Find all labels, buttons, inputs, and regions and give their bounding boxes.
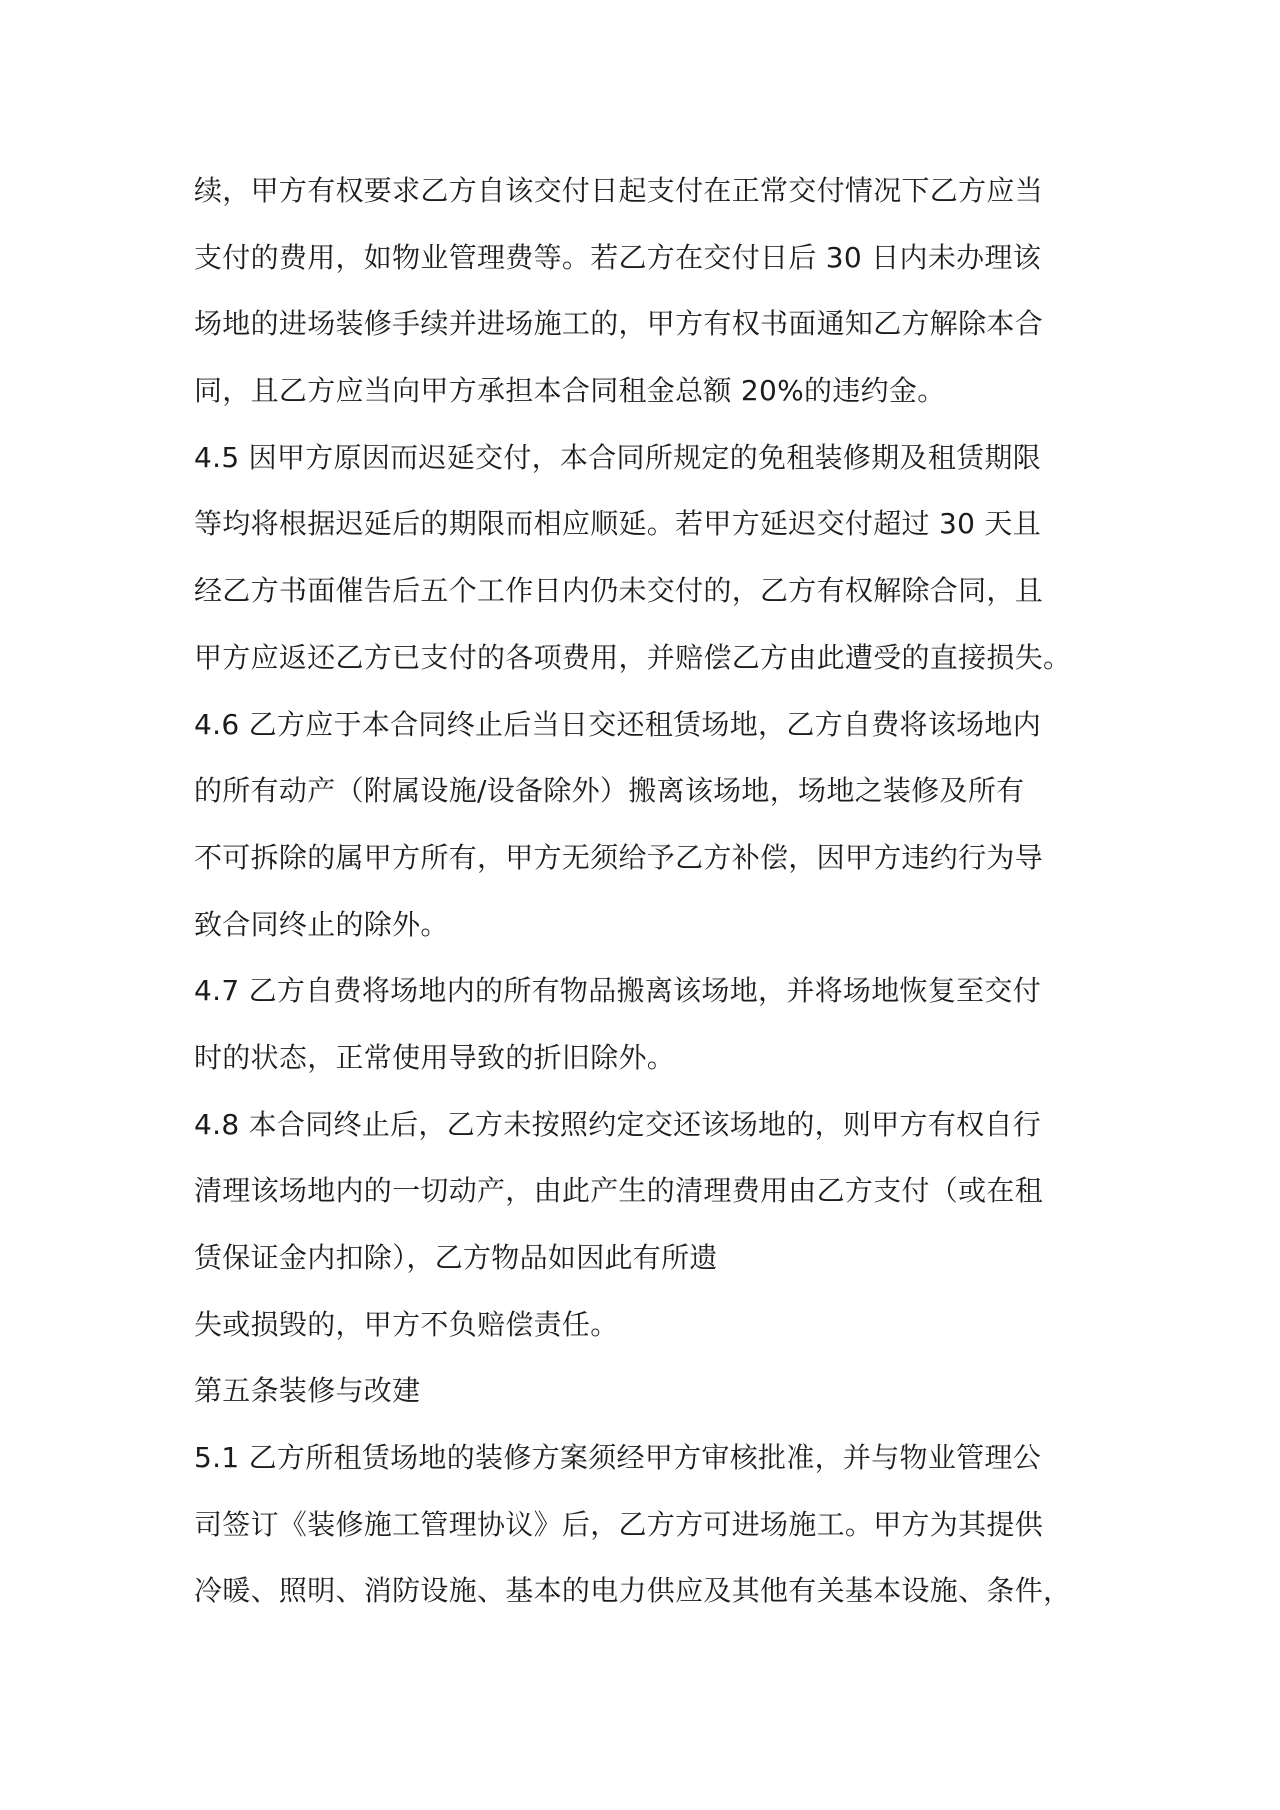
text-line: 清理该场地内的一切动产，由此产生的清理费用由乙方支付（或在租 xyxy=(194,1174,1044,1208)
text-line: 等均将根据迟延后的期限而相应顺延。若甲方延迟交付超过 30 天且 xyxy=(194,507,1042,541)
text-line: 失或损毁的，甲方不负赔偿责任。 xyxy=(194,1307,619,1341)
clause-4-6-line: 4.6 乙方应于本合同终止后当日交还租赁场地，乙方自费将该场地内 xyxy=(194,707,1042,741)
text-line: 冷暖、照明、消防设施、基本的电力供应及其他有关基本设施、条件， xyxy=(194,1574,1072,1608)
text-line: 的所有动产（附属设施/设备除外）搬离该场地，场地之装修及所有 xyxy=(194,774,1025,808)
clause-4-5-line: 4.5 因甲方原因而迟延交付，本合同所规定的免租装修期及租赁期限 xyxy=(194,440,1042,474)
text-line: 经乙方书面催告后五个工作日内仍未交付的，乙方有权解除合同，且 xyxy=(194,574,1044,608)
text-line: 续，甲方有权要求乙方自该交付日起支付在正常交付情况下乙方应当 xyxy=(194,174,1044,207)
text-line: 时的状态，正常使用导致的折旧除外。 xyxy=(194,1040,676,1074)
article-5-heading: 第五条装修与改建 xyxy=(194,1374,421,1408)
text-line: 甲方应返还乙方已支付的各项费用，并赔偿乙方由此遭受的直接损失。 xyxy=(194,640,1072,674)
clause-4-8-line: 4.8 本合同终止后，乙方未按照约定交还该场地的，则甲方有权自行 xyxy=(194,1107,1042,1141)
clause-5-1-line: 5.1 乙方所租赁场地的装修方案须经甲方审核批准，并与物业管理公 xyxy=(194,1441,1042,1475)
clause-4-7-line: 4.7 乙方自费将场地内的所有物品搬离该场地，并将场地恢复至交付 xyxy=(194,974,1042,1008)
text-line: 致合同终止的除外。 xyxy=(194,907,449,941)
text-line: 司签订《装修施工管理协议》后，乙方方可进场施工。甲方为其提供 xyxy=(194,1507,1044,1541)
text-line: 支付的费用，如物业管理费等。若乙方在交付日后 30 日内未办理该 xyxy=(194,240,1042,274)
document-body xyxy=(194,158,1114,1625)
text-line: 同，且乙方应当向甲方承担本合同租金总额 20%的违约金。 xyxy=(194,374,946,408)
text-line: 场地的进场装修手续并进场施工的，甲方有权书面通知乙方解除本合 xyxy=(194,307,1044,341)
text-line: 不可拆除的属甲方所有，甲方无须给予乙方补偿，因甲方违约行为导 xyxy=(194,840,1044,874)
text-line: 赁保证金内扣除），乙方物品如因此有所遗 xyxy=(194,1241,718,1274)
